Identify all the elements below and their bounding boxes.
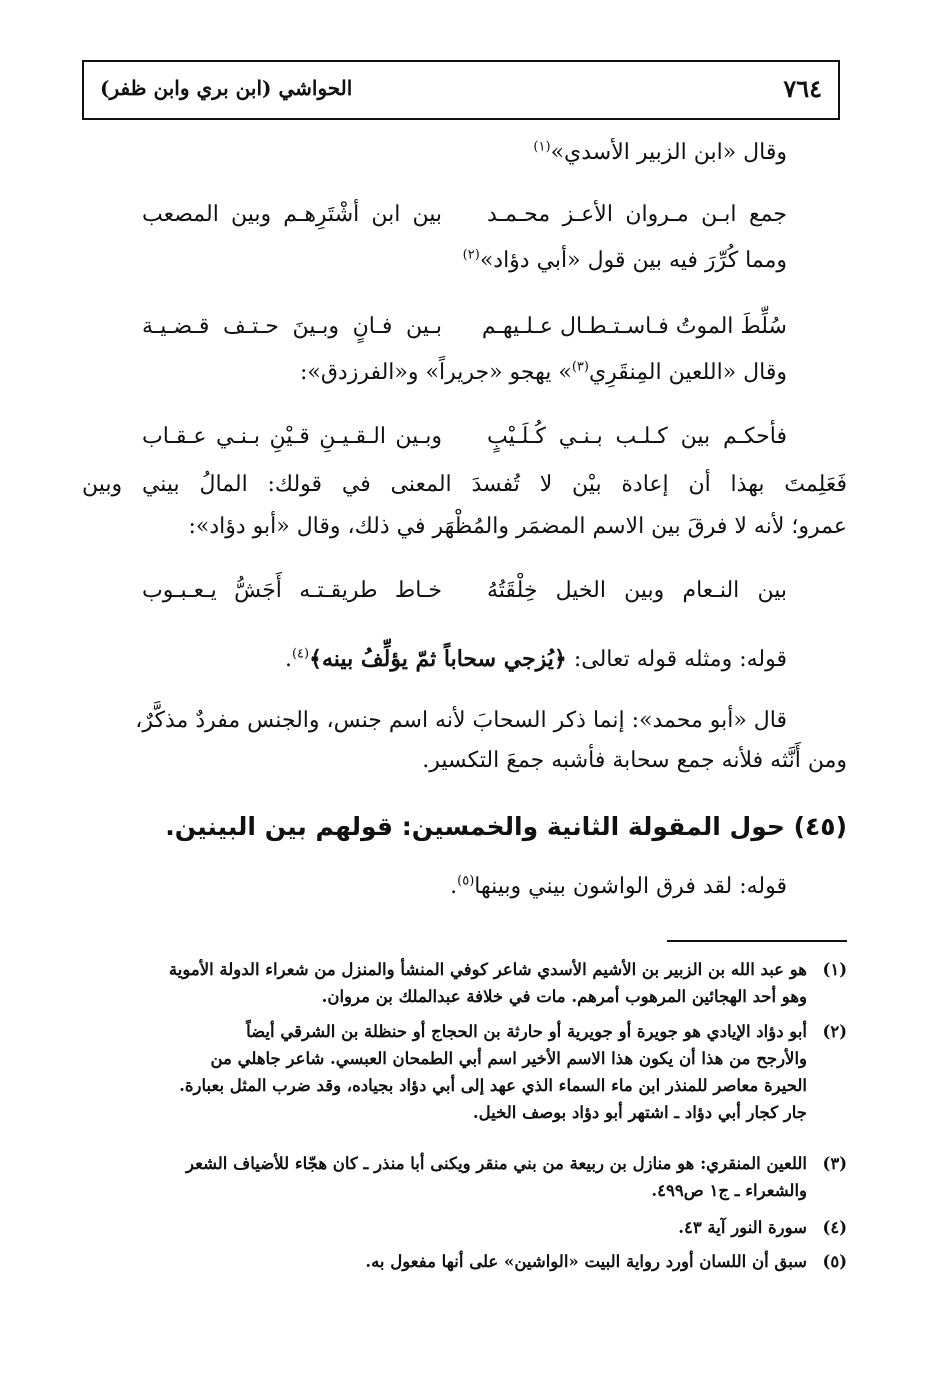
verse-4-first-hemistich: بين النـعام وبين الخيل خِلْقَتُهُ <box>487 578 787 603</box>
footnote-number: (١) <box>822 960 847 979</box>
footnote-number: (٢) <box>822 1022 847 1041</box>
footnote-text <box>83 1248 807 1275</box>
footnote-separator <box>667 940 847 942</box>
footnote-5 <box>83 1248 847 1275</box>
footnote-text <box>83 1018 807 1126</box>
section-heading: (٤٥) حول المقولة الثانية والخمسين: قولهم بين البينين. <box>165 812 847 841</box>
footnote-line: الحيرة معاصر للمنذر ابن ماء السماء الذي عهد إلى أبي دؤاد بجياده، وقد ضرب المثل بعبارة. <box>179 1076 807 1095</box>
footnote-ref: (٤) <box>291 646 310 662</box>
intro-line-abu-duad <box>463 246 787 276</box>
quote-end: . <box>284 647 292 672</box>
quote-end: . <box>450 874 458 899</box>
footnote-ref: (٣) <box>571 359 589 375</box>
footnote-line: والأرجح من هذا أن يكون هذا الاسم الأخير اسم أبي الطمحان العبسي. شاعر جاهلي من <box>210 1049 807 1068</box>
footnote-ref: (٥) <box>457 873 475 889</box>
footnote-line: وهو أحد الهجائين المرهوب أمرهم. مات في خلافة عبدالملك بن مروان. <box>321 987 807 1006</box>
footnote-number: (٣) <box>822 1154 847 1173</box>
footnote-text <box>83 956 807 1010</box>
verse-1-second-hemistich: بين ابن أشْتَرِهـم وبين المصعب <box>142 202 442 227</box>
footnote-line: اللعين المنقري: هو منازل بن ربيعة من بني منقر ويكنى أبا منذر ـ كان هجّاء للأضياف الشعر <box>186 1154 807 1173</box>
paragraph-line-1: فَعَلِمتَ بهذا أن إعادة بيْن لا تُفسدَ المعنى في قولك: المالُ بيني وبين <box>82 472 847 497</box>
paragraph-line-2: عمرو؛ لأنه لا فرقَ بين الاسم المضمَر والمُظْهَر في ذلك، وقال «أبو دؤاد»: <box>188 514 847 539</box>
section-quote-text: قوله: لقد فرق الواشون بيني وبينها <box>474 874 787 899</box>
footnote-line: سبق أن اللسان أورد رواية البيت «الواشين» على أنها مفعول به. <box>365 1252 807 1271</box>
footnote-line: سورة النور آية ٤٣. <box>678 1218 807 1237</box>
section-quote-line <box>450 872 787 902</box>
running-title: الحواشي (ابن بري وابن ظفر) <box>100 76 353 100</box>
intro-text: ومما كُرِّرَ فيه بين قول «أبي دؤاد» <box>479 248 787 273</box>
footnote-text <box>83 1150 807 1204</box>
intro-text-b: » يهجو «جريراً» و«الفرزدق»: <box>299 360 572 385</box>
footnote-text <box>83 1214 807 1241</box>
footnote-line: جار كجار أبي دؤاد ـ اشتهر أبو دؤاد بوصف الخيل. <box>472 1103 807 1122</box>
page-number: ٧٦٤ <box>783 74 822 103</box>
intro-line-ibn-zubair <box>533 138 787 168</box>
verse-2-first-hemistich: سُلِّطَ الموتُ فـاسـتـطـال عـلـيهـم <box>481 314 787 339</box>
intro-line-al-lain <box>300 358 787 388</box>
page-header <box>82 60 840 120</box>
intro-text: وقال «ابن الزبير الأسدي» <box>550 140 787 165</box>
verse-3-second-hemistich: وبـين الـقـيـنِ قـيْنِ بـنـي عـقـاب <box>142 424 442 449</box>
quran-verse: ﴿يُزجي سحاباً ثمّ يؤلِّفُ بينه﴾ <box>309 646 567 672</box>
footnote-line: والشعراء ـ ج١ ص٤٩٩. <box>651 1181 807 1200</box>
intro-text-a: وقال «اللعين المِنقَرِي <box>588 360 787 385</box>
quote-lead: قوله: ومثله قوله تعالى: <box>573 647 787 672</box>
footnote-number: (٥) <box>822 1252 847 1271</box>
commentary-line-2: ومن أَنَّثه فلأنه جمع سحابة فأشبه جمعَ التكسير. <box>422 748 847 773</box>
quran-quote-line <box>285 644 787 675</box>
footnote-2 <box>83 1018 847 1126</box>
verse-1-first-hemistich: جمع ابـن مـروان الأعـز محـمـد <box>487 202 787 227</box>
footnote-line: هو عبد الله بن الزبير بن الأشيم الأسدي شاعر كوفي المنشأ والمنزل من شعراء الدولة الأموية <box>168 960 807 979</box>
verse-2-second-hemistich: بـين فـانٍ وبـينَ حـتـف قـضـيـة <box>142 314 442 339</box>
footnote-4 <box>83 1214 847 1241</box>
footnote-ref: (٢) <box>462 247 480 263</box>
footnote-1 <box>83 956 847 1010</box>
footnote-number: (٤) <box>822 1218 847 1237</box>
commentary-line-1: قال «أبو محمد»: إنما ذكر السحابَ لأنه اسم جنس، والجنس مفردٌ مذكَّرٌ، <box>135 708 787 733</box>
footnote-3 <box>83 1150 847 1204</box>
footnote-ref: (١) <box>533 139 551 155</box>
footnote-line: أبو دؤاد الإيادي هو جويرة أو جويرية أو حارثة بن الحجاج أو حنظلة بن الشرقي أيضاً <box>246 1022 807 1041</box>
verse-4-second-hemistich: خـاط طريقـتـه أَجَشُّ يـعـبـوب <box>142 578 442 603</box>
verse-3-first-hemistich: فأحكـم بين كـلـب بـنـي كُـلَـيْبٍ <box>487 424 787 449</box>
